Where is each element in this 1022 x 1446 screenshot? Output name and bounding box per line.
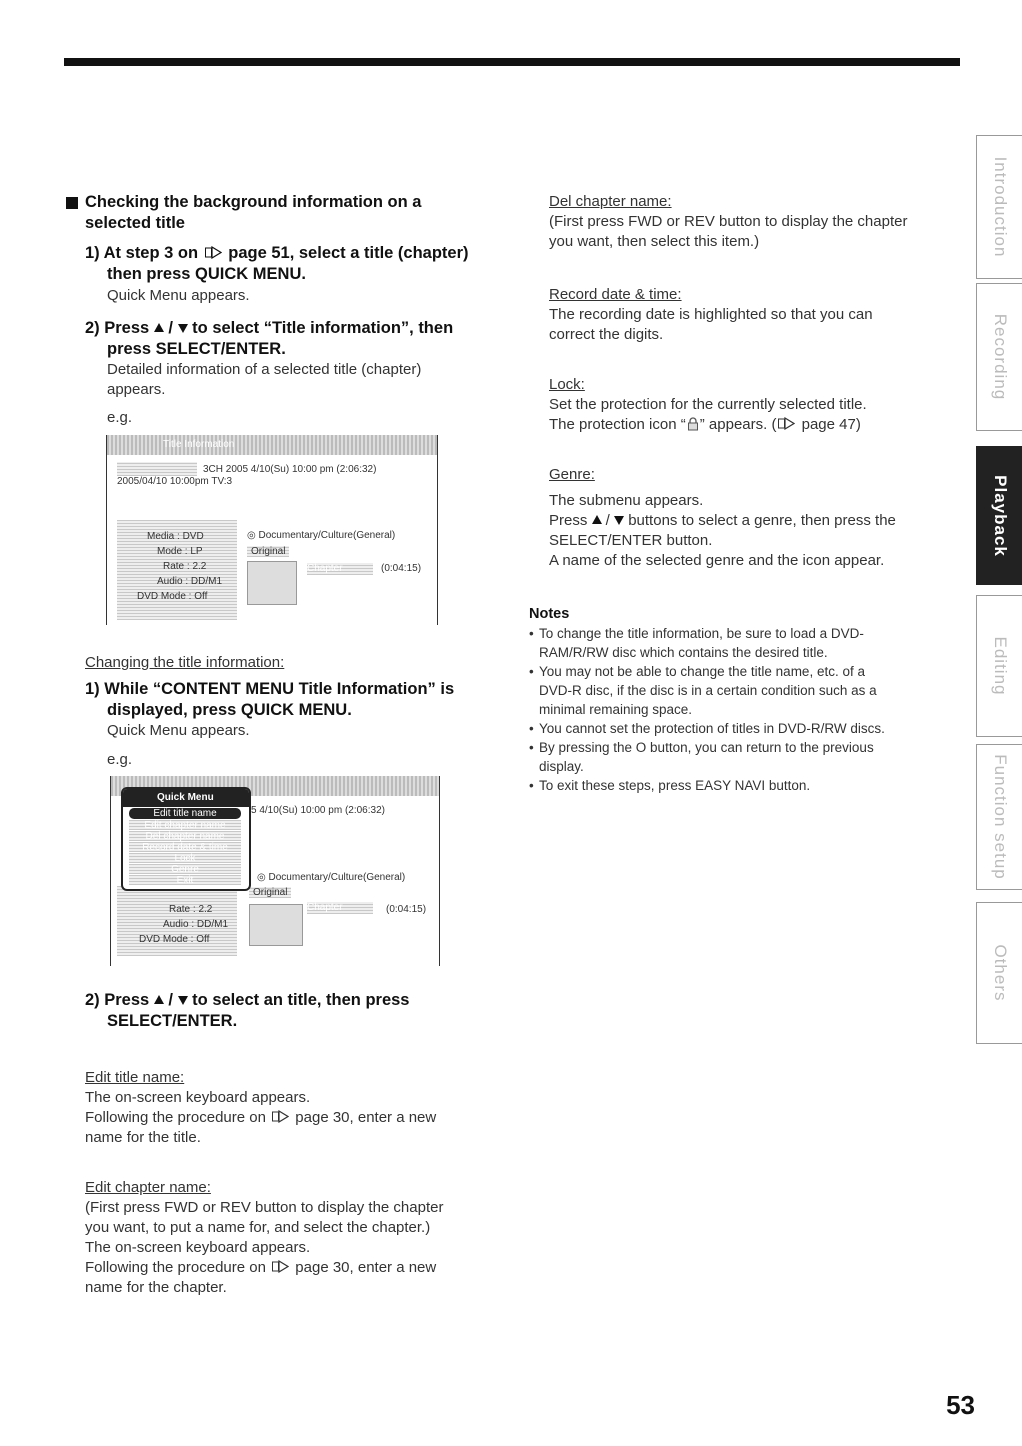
recording-info-row: 3CH 2005 4/10(Su) 10:00 pm (2:06:32) [203,464,377,475]
changing-step1: 1) While “CONTENT MENU Title Information” is displayed, press QUICK MENU. [85,680,455,719]
quick-menu-screen [110,776,440,966]
changing-result: Quick Menu appears. [107,722,250,739]
dvd-mode-label: DVD Mode : Off [139,934,210,945]
lock-icon [686,417,700,431]
note-item: • To change the title information, be sure to load a DVD- RAM/R/RW disc which contains the desired title. [529,624,959,662]
chapter-badge: Chapter [307,563,373,575]
media-label: Media : DVD [147,531,204,542]
eg-label-1: e.g. [107,409,133,426]
record-date-block: Record date & time: The recording date is highlighted so that you can correct the digits. [549,285,959,345]
thumbnail-image [247,561,297,605]
mode-label: Mode : LP [157,546,203,557]
title-information-screen [106,435,438,625]
menu-item-genre[interactable]: Genre [129,864,241,874]
audio-label: Audio : DD/M1 [157,576,223,587]
genre-block: Genre: The submenu appears. Press / buttons to select a genre, then press the SELECT/ENTER button. A name of the selected genre and the icon appear. [549,465,959,571]
step2: 2) Press / to select “Title information”, then press SELECT/ENTER. [85,319,454,358]
quick-menu-popup [121,787,251,891]
section-heading: Checking the background information on a selected title [85,193,422,232]
menu-item-edit-chapter-name[interactable]: Edit chapter name [129,820,241,830]
tab-introduction[interactable]: Introduction [976,135,1022,279]
up-arrow-icon [592,515,602,524]
lock-heading: Lock: [549,376,585,393]
up-arrow-icon [154,995,164,1004]
note-item: • You may not be able to change the title name, etc. of a DVD-R disc, if the disc is in a certain condition such as a minimal remaining space. [529,662,959,719]
original-badge: Original [249,887,291,898]
notes-heading: Notes [529,606,570,622]
screen-header-bar: Title Information [107,435,437,455]
del-chapter-block: Del chapter name: (First press FWD or REV button to display the chapter you want, then select this item.) [549,192,959,252]
notes-block [529,606,959,795]
genre-heading: Genre: [549,466,595,483]
audio-label: Audio : DD/M1 [163,919,229,930]
chapter-badge: Chapter [307,902,373,914]
edit-title-heading: Edit title name: [85,1069,185,1086]
page-reference-icon [272,1110,289,1123]
original-badge: Original [247,546,289,557]
eg-label-2: e.g. [107,751,133,768]
thumbnail-image [249,904,303,946]
menu-item-edit-title-name[interactable]: Edit title name [129,808,241,819]
tab-playback[interactable]: Playback [976,446,1022,585]
tab-function-setup[interactable]: Function setup [976,744,1022,890]
lock-block: Lock: Set the protection for the currently selected title. The protection icon “ ” appears. ( page 47) [549,375,959,435]
menu-item-lock[interactable]: Lock [129,853,241,863]
down-arrow-icon [178,996,188,1005]
menu-item-del-chapter-name[interactable]: Del chapter name [129,831,241,841]
step2-result: Detailed information of a selected title (chapter) appears. [107,361,422,398]
recording-info-row: 5 4/10(Su) 10:00 pm (2:06:32) [251,805,385,816]
down-arrow-icon [178,324,188,333]
up-arrow-icon [154,323,164,332]
del-chapter-heading: Del chapter name: [549,193,672,210]
dvd-mode-label: DVD Mode : Off [137,591,208,602]
section-bullet-square [66,197,78,209]
note-item: • To exit these steps, press EASY NAVI button. [529,776,959,795]
page-reference-icon [205,246,222,259]
title-field [117,462,197,476]
genre-label: ◎ Documentary/Culture(General) [257,872,406,883]
page-reference-icon [272,1260,289,1273]
edit-chapter-heading: Edit chapter name: [85,1179,211,1196]
tab-editing[interactable]: Editing [976,595,1022,737]
menu-item-record-date-time[interactable]: Record date & time [129,842,241,852]
edit-chapter-block: Edit chapter name: (First press FWD or REV button to display the chapter you want, to put a name for, and select the chapter.) The on-screen keyboard appears. Following the procedure on page 30, enter a new name for the chapter. [85,1178,505,1298]
step1-result: Quick Menu appears. [107,287,250,304]
top-rule [64,58,960,66]
recording-date-row: 2005/04/10 10:00pm TV:3 [117,476,233,487]
page-number: 53 [946,1390,975,1420]
rate-label: Rate : 2.2 [169,904,213,915]
chapter-time: (0:04:15) [386,904,427,915]
tab-others[interactable]: Others [976,902,1022,1044]
note-item: • You cannot set the protection of titles in DVD-R/RW discs. [529,719,959,738]
rate-label: Rate : 2.2 [163,561,207,572]
changing-subheading: Changing the title information: [85,654,285,671]
menu-item-exit[interactable]: Exit [129,875,241,885]
chapter-time: (0:04:15) [381,563,422,574]
step1: 1) At step 3 on page 51, select a title (chapter) then press QUICK MENU. [85,244,469,283]
record-date-heading: Record date & time: [549,286,682,303]
down-arrow-icon [614,516,624,525]
edit-title-block: Edit title name: The on-screen keyboard appears. Following the procedure on page 30, enter a new name for the title. [85,1068,505,1148]
genre-label: ◎ Documentary/Culture(General) [247,530,396,541]
page-reference-icon [778,417,795,430]
quick-menu-header: Quick Menu [123,789,249,807]
note-item: • By pressing the O button, you can return to the previous display. [529,738,959,776]
step3: 2) Press / to select an title, then press SELECT/ENTER. [85,991,410,1030]
tab-recording[interactable]: Recording [976,283,1022,431]
